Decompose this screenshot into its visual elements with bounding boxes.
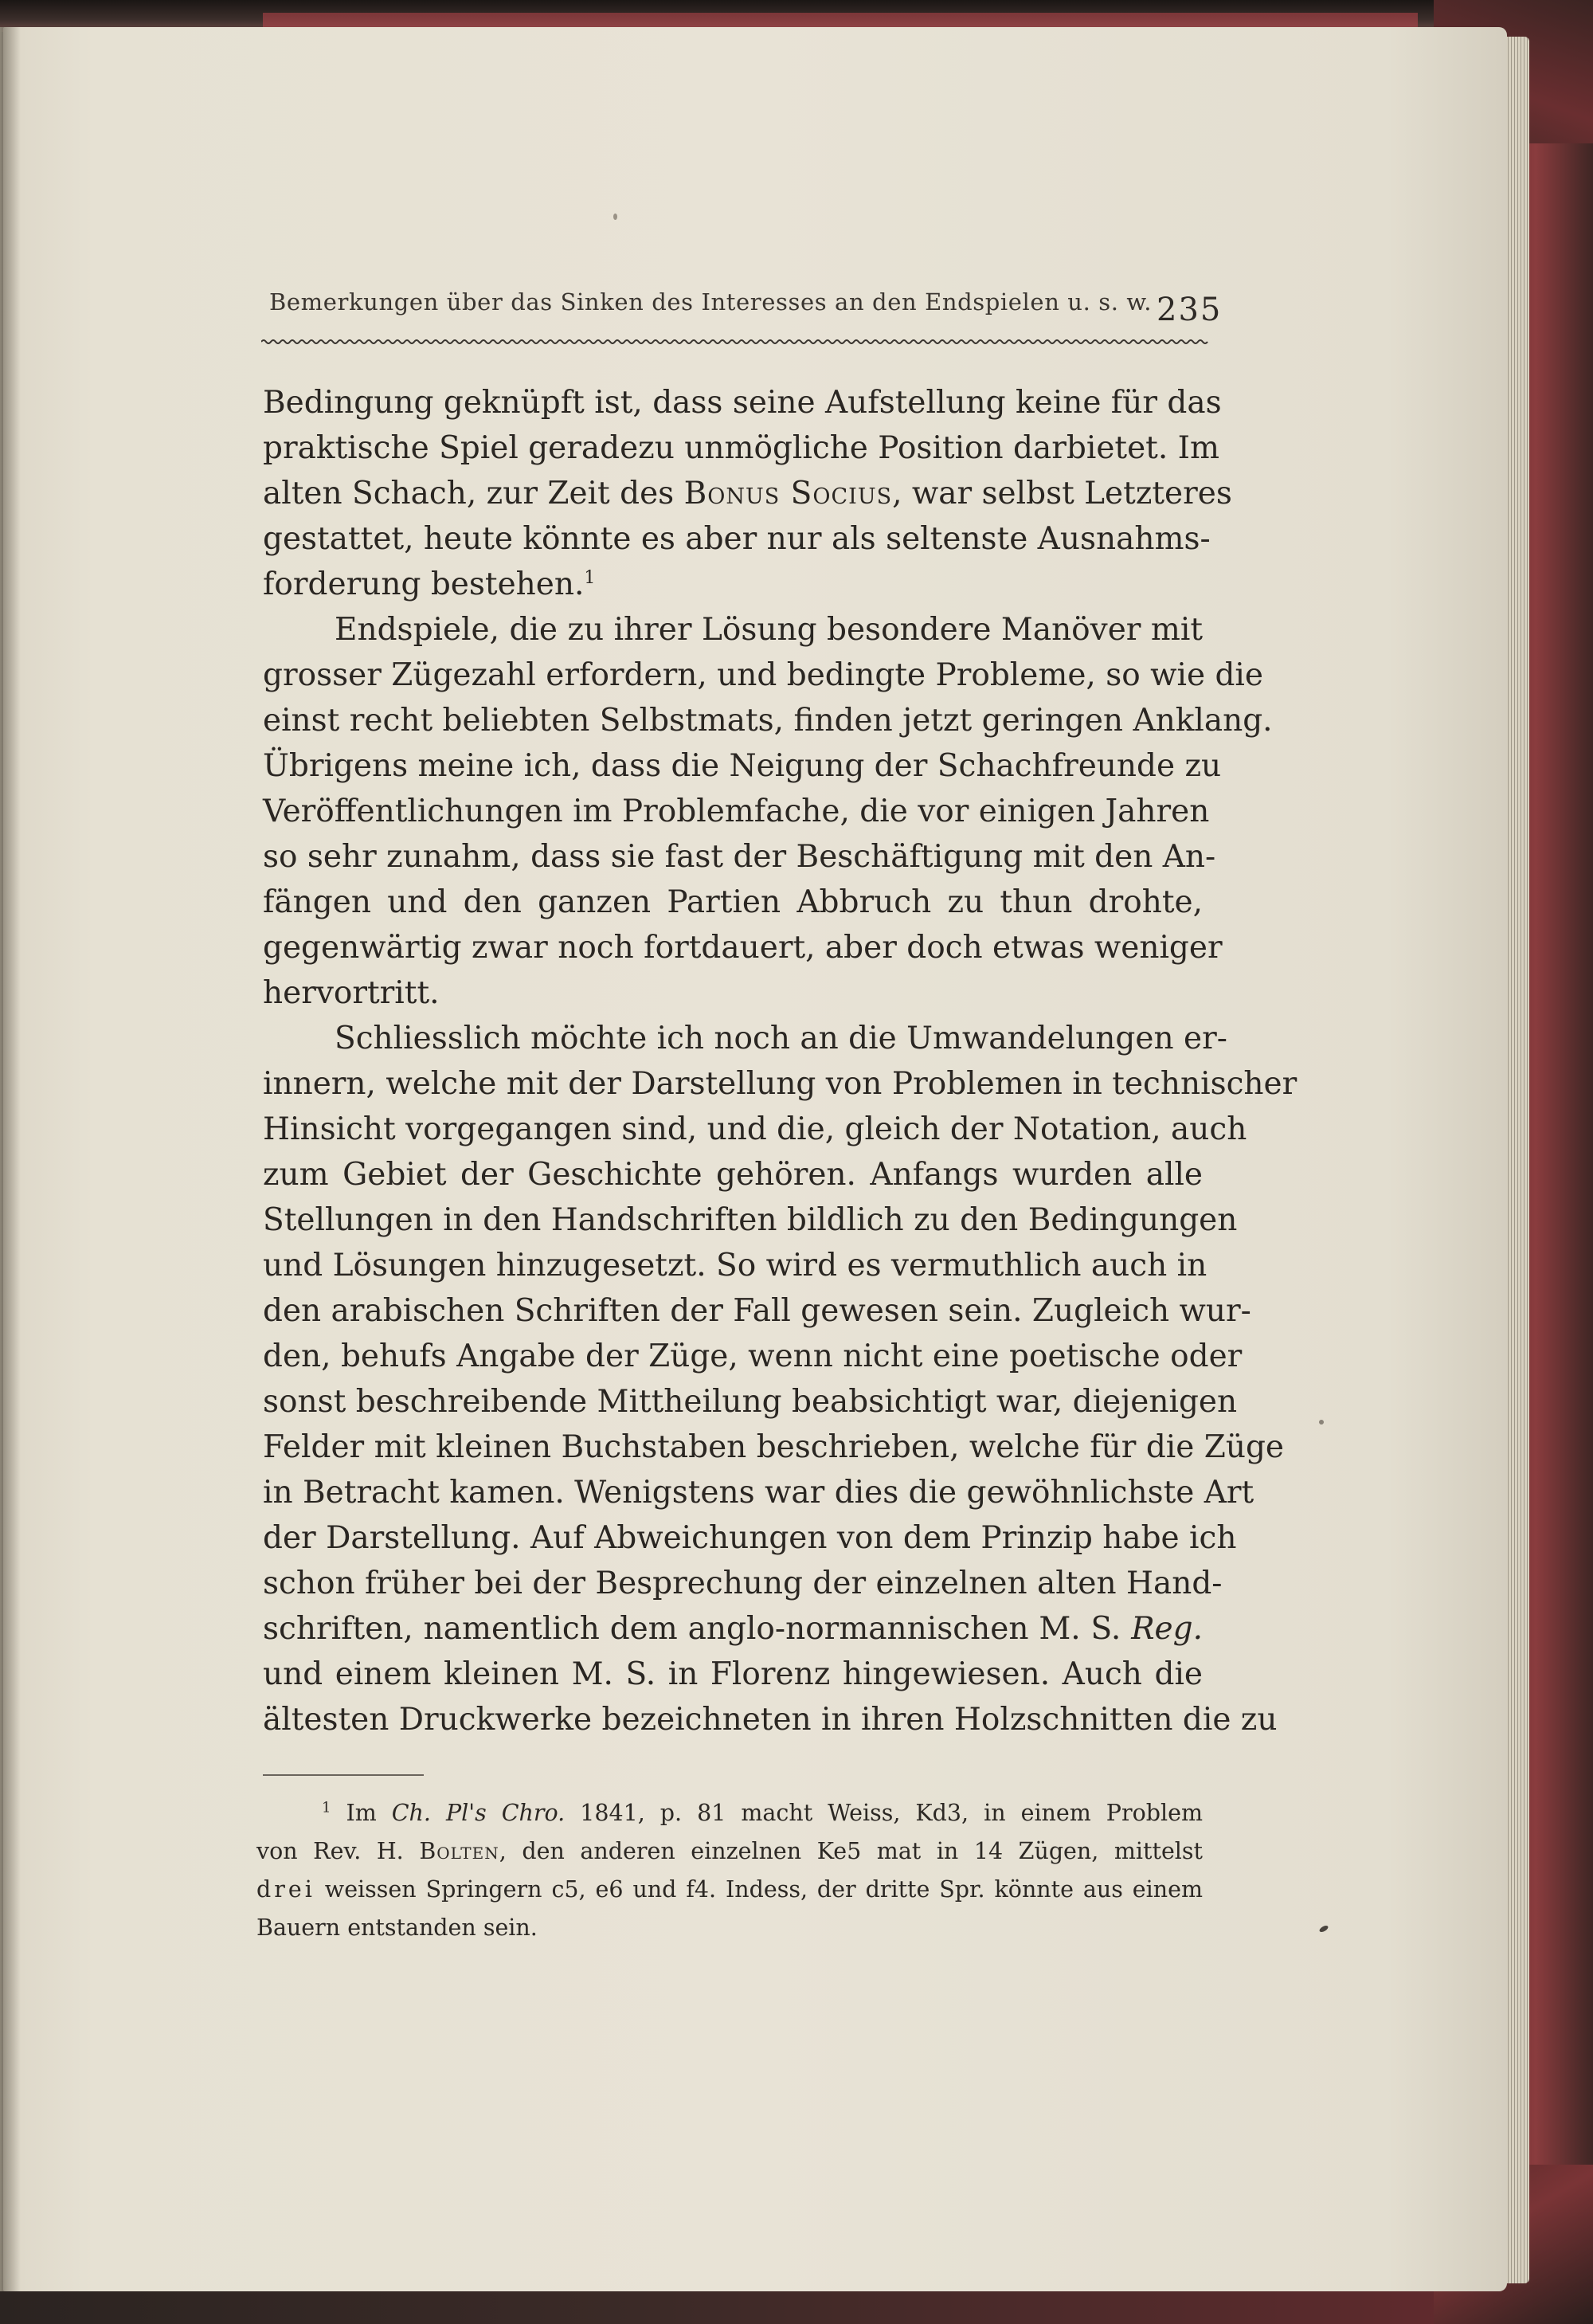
text-line: Bedingung geknüpft ist, dass seine Aufstellung keine für das xyxy=(263,385,1222,421)
text-line: gegenwärtig zwar noch fortdauert, aber doch etwas weniger xyxy=(263,930,1223,966)
text-line: praktische Spiel geradezu unmögliche Position darbietet. Im xyxy=(263,430,1220,466)
italic-title: Ch. Pl's Chro. xyxy=(391,1800,566,1826)
text-line: der Darstellung. Auf Abweichungen von dem Prinzip habe ich xyxy=(263,1520,1237,1556)
text-line: Schliesslich möchte ich noch an die Umwandelungen er- xyxy=(335,1021,1227,1056)
text-line: Hinsicht vorgegangen sind, und die, gleich der Notation, auch xyxy=(263,1111,1247,1147)
page-number: 235 xyxy=(1157,292,1223,328)
footnote-number: 1 xyxy=(322,1799,331,1816)
text-run: alten Schach, zur Zeit des xyxy=(263,476,675,511)
text-line: zum Gebiet der Geschichte gehören. Anfangs wurden alle xyxy=(263,1157,1203,1193)
footnote-line: Bauern entstanden sein. xyxy=(256,1914,538,1941)
footnote-line xyxy=(256,1871,1203,1909)
text-line xyxy=(263,1606,1203,1652)
text-line: schon früher bei der Besprechung der einzelnen alten Hand- xyxy=(263,1566,1223,1601)
text-line xyxy=(263,471,1232,516)
text-line: fängen und den ganzen Partien Abbruch zu thun drohte, xyxy=(263,884,1203,920)
text-run: weissen Springern c5, e6 und f4. Indess, der dritte Spr. könnte aus einem xyxy=(324,1876,1204,1903)
letterspaced-word: drei xyxy=(256,1876,315,1903)
text-line: in Betracht kamen. Wenigstens war dies die gewöhnlichste Art xyxy=(263,1475,1254,1511)
text-line: gestattet, heute könnte es aber nur als seltenste Ausnahms- xyxy=(263,521,1211,557)
text-line: so sehr zunahm, dass sie fast der Beschäftigung mit den An- xyxy=(263,839,1216,875)
ink-speck xyxy=(613,214,617,220)
footnote xyxy=(256,1794,1203,1947)
text-line xyxy=(263,562,1203,607)
ink-speck xyxy=(1319,1420,1324,1425)
text-line: Übrigens meine ich, dass die Neigung der Schachfreunde zu xyxy=(263,748,1222,784)
ink-speck xyxy=(1318,1924,1329,1933)
body-text xyxy=(263,380,1297,1742)
text-line: Endspiele, die zu ihrer Lösung besondere Manöver mit xyxy=(335,612,1203,648)
text-line: Veröffentlichungen im Problemfache, die vor einigen Jahren xyxy=(263,794,1210,829)
running-head: Bemerkungen über das Sinken des Interesses an den Endspielen u. s. w. xyxy=(269,288,1153,315)
text-line: Felder mit kleinen Buchstaben beschrieben, welche für die Züge xyxy=(263,1429,1285,1465)
small-caps-name: Bolten xyxy=(419,1838,499,1864)
head-wavy-rule xyxy=(261,338,1209,345)
text-run: von Rev. H. xyxy=(256,1838,404,1864)
text-line: innern, welche mit der Darstellung von Problemen in technischer xyxy=(263,1066,1297,1102)
footnote-line xyxy=(256,1832,1203,1871)
text-line: und Lösungen hinzugesetzt. So wird es vermuthlich auch in xyxy=(263,1248,1207,1283)
footnote-rule xyxy=(263,1774,424,1776)
text-line: hervortritt. xyxy=(263,975,440,1011)
text-run: schriften, namentlich dem anglo-normannischen M. S. xyxy=(263,1611,1121,1647)
text-line: sonst beschreibende Mittheilung beabsichtigt war, diejenigen xyxy=(263,1384,1238,1420)
text-line: grosser Zügezahl erfordern, und bedingte Probleme, so wie die xyxy=(263,657,1263,693)
text-run: , war selbst Letzteres xyxy=(892,476,1232,511)
text-line: einst recht beliebten Selbstmats, finden jetzt geringen Anklang. xyxy=(263,703,1273,739)
text-run: , den anderen einzelnen Ke5 mat in 14 Zügen, mittelst xyxy=(499,1838,1204,1864)
text-line: den arabischen Schriften der Fall gewesen sein. Zugleich wur- xyxy=(263,1293,1251,1329)
footnote-line xyxy=(256,1794,1203,1832)
footnote-reference: 1 xyxy=(584,568,596,588)
text-line: ältesten Druckwerke bezeichneten in ihren Holzschnitten die zu xyxy=(263,1702,1278,1738)
text-line: Stellungen in den Handschriften bildlich zu den Bedingungen xyxy=(263,1202,1238,1238)
text-line: und einem kleinen M. S. in Florenz hingewiesen. Auch die xyxy=(263,1656,1203,1692)
small-caps-name: Bonus Socius xyxy=(683,476,893,511)
italic-abbreviation: Reg. xyxy=(1131,1611,1203,1647)
text-run: 1841, p. 81 macht Weiss, Kd3, in einem Problem xyxy=(580,1800,1204,1826)
text-run: forderung bestehen. xyxy=(263,566,585,602)
text-line: den, behufs Angabe der Züge, wenn nicht eine poetische oder xyxy=(263,1338,1243,1374)
text-run: Im xyxy=(346,1800,377,1826)
